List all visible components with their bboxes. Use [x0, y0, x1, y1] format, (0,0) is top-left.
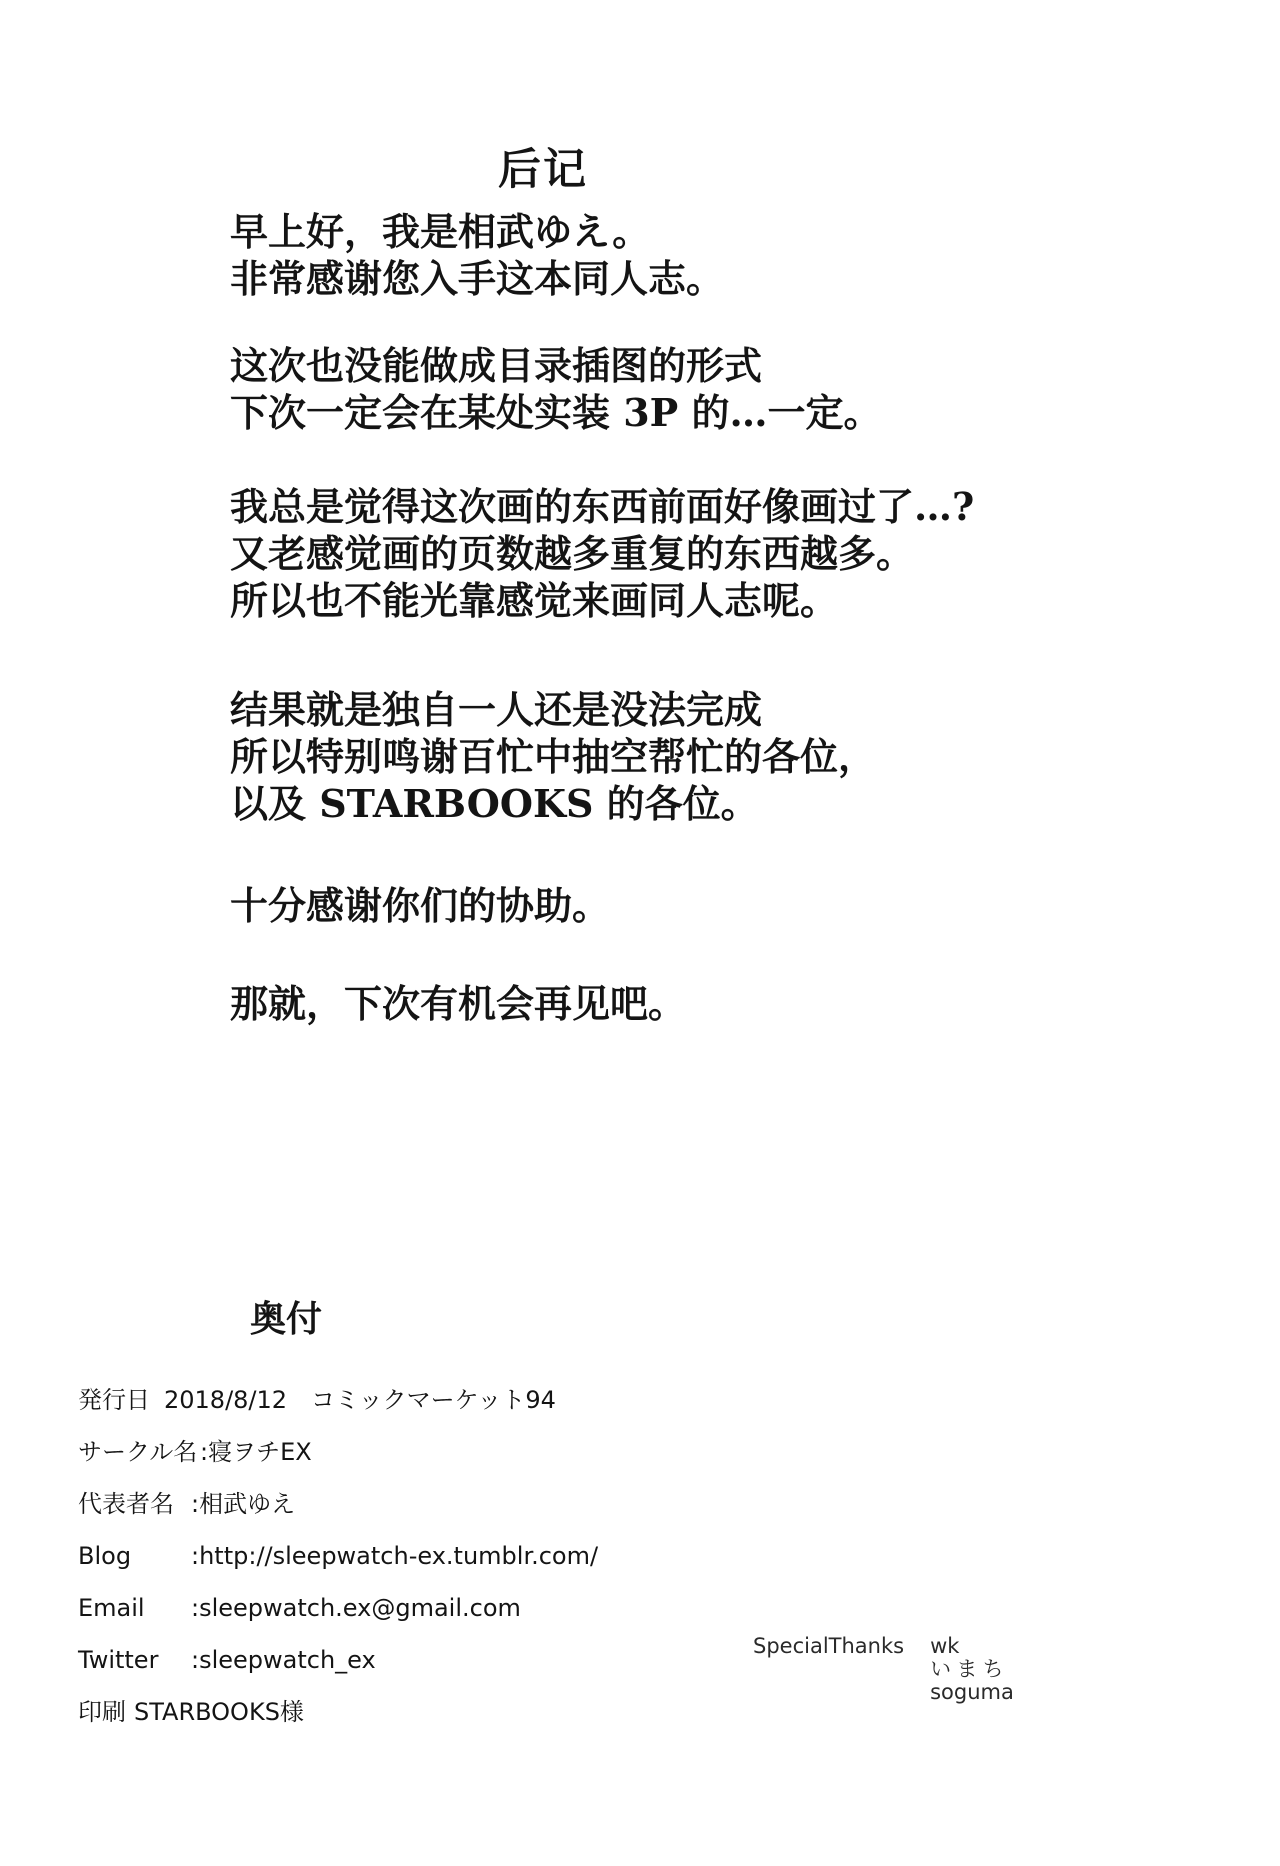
afterword-title: 后记	[498, 145, 588, 195]
special-thanks-label: SpecialThanks	[753, 1634, 905, 1658]
afterword-paragraph	[230, 882, 610, 929]
afterword-line: 所以也不能光靠感觉来画同人志呢。	[230, 578, 839, 623]
colophon-row-twitter	[78, 1648, 598, 1673]
colophon-value: :相武ゆえ	[191, 1490, 296, 1518]
colophon-row-email	[78, 1596, 598, 1621]
afterword-line: 所以特别鸣谢百忙中抽空帮忙的各位，	[230, 734, 877, 779]
afterword-paragraph	[230, 208, 724, 302]
special-thanks-name: soguma	[930, 1680, 1014, 1704]
special-thanks	[753, 1635, 1014, 1704]
afterword-line: 这次也没能做成目录插图的形式	[230, 343, 763, 388]
colophon-row-representative	[78, 1492, 598, 1517]
afterword-line: 又老感觉画的页数越多重复的东西越多。	[230, 531, 915, 576]
colophon-value-blog-url: :http://sleepwatch-ex.tumblr.com/	[191, 1542, 599, 1570]
colophon-row-publish-date	[78, 1388, 598, 1413]
afterword-line: 早上好，我是相武ゆえ。	[230, 209, 651, 254]
afterword-paragraph	[230, 980, 686, 1027]
colophon-value: :寝ヲチEX	[200, 1438, 312, 1466]
afterword-line: 下次一定会在某处实装 3P 的…一定。	[230, 390, 882, 435]
colophon-label: サークル名	[78, 1438, 198, 1466]
colophon-label: 代表者名	[78, 1490, 174, 1518]
colophon-value-email: :sleepwatch.ex@gmail.com	[191, 1594, 521, 1622]
afterword-line: 以及 STARBOOKS 的各位。	[230, 781, 759, 826]
special-thanks-name: いまち	[930, 1657, 1009, 1681]
colophon-label: 発行日	[78, 1386, 150, 1414]
colophon-row-blog	[78, 1544, 598, 1569]
colophon-value: STARBOOKS様	[134, 1698, 304, 1726]
special-thanks-names	[930, 1635, 1014, 1704]
colophon	[78, 1388, 598, 1725]
colophon-label: Email	[78, 1594, 145, 1622]
afterword-line: 非常感谢您入手这本同人志。	[230, 256, 725, 301]
special-thanks-name: wk	[930, 1634, 960, 1658]
colophon-row-circle-name	[78, 1440, 598, 1465]
afterword-line: 结果就是独自一人还是没法完成	[230, 687, 763, 732]
afterword-paragraph	[230, 342, 881, 436]
afterword-paragraph	[230, 483, 974, 624]
colophon-value-twitter: :sleepwatch_ex	[191, 1646, 376, 1674]
colophon-label: 印刷	[78, 1698, 126, 1726]
afterword-line: 那就，下次有机会再见吧。	[230, 981, 687, 1026]
colophon-label: Twitter	[78, 1646, 159, 1674]
afterword-line: 我总是觉得这次画的东西前面好像画过了…?	[230, 484, 975, 529]
afterword-paragraph	[230, 686, 876, 827]
colophon-row-printer	[78, 1700, 598, 1725]
colophon-value: 2018/8/12 コミックマーケット94	[164, 1386, 556, 1414]
colophon-label: Blog	[78, 1542, 132, 1570]
afterword-line: 十分感谢你们的协助。	[230, 883, 611, 928]
colophon-title: 奥付	[250, 1299, 323, 1340]
